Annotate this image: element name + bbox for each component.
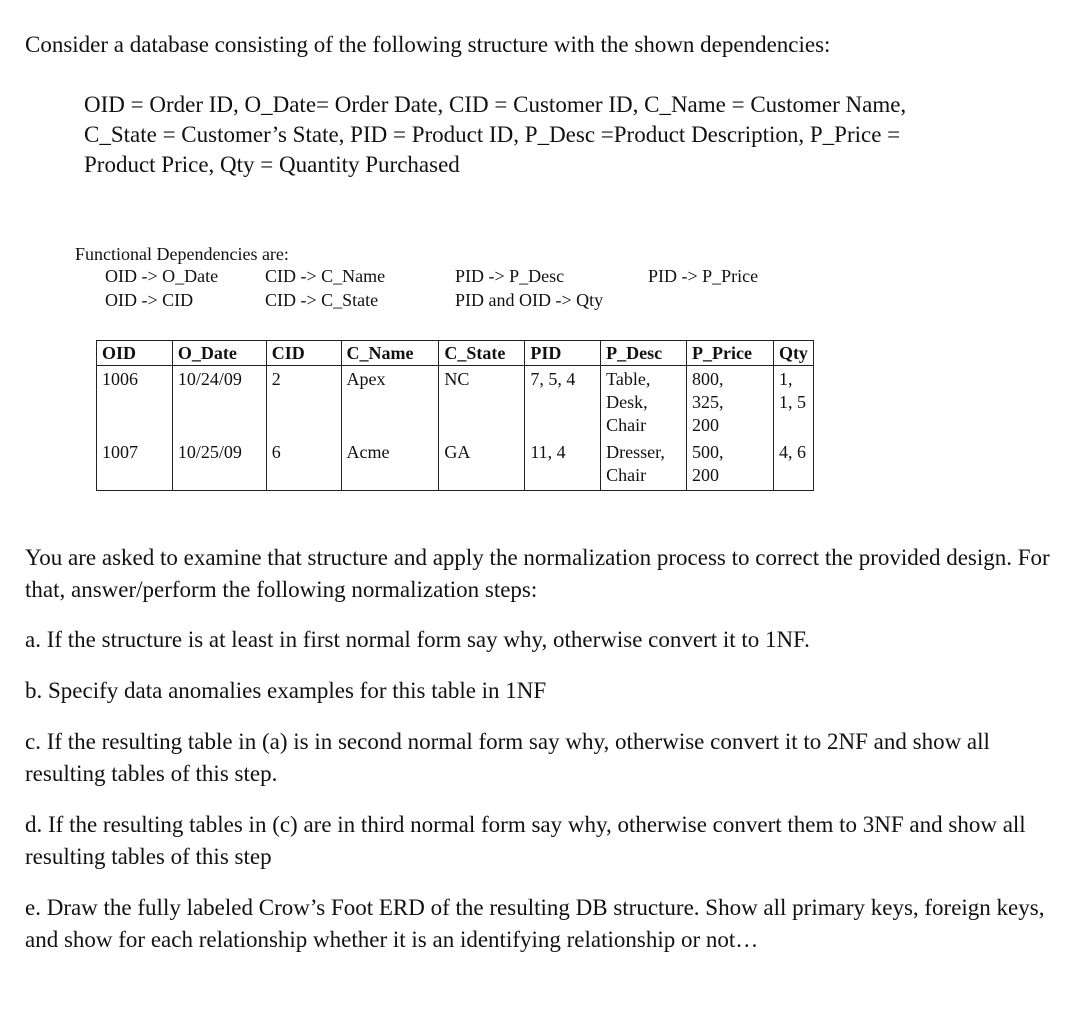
cell-c-name: Acme <box>341 439 439 490</box>
cell-p-desc: Table, Desk, Chair <box>601 365 687 439</box>
col-header-p-desc: P_Desc <box>601 341 687 366</box>
cell-oid: 1006 <box>97 365 173 439</box>
fd-cid-cname: CID -> C_Name <box>265 266 386 286</box>
col-header-c-state: C_State <box>439 341 525 366</box>
cell-p-desc: Dresser, Chair <box>601 439 687 490</box>
cell-qty: 1, 1, 5 <box>773 365 813 439</box>
definition-line-2: C_State = Customer’s State, PID = Product ID, P_Desc =Product Description, P_Price = <box>84 122 901 147</box>
col-header-c-name: C_Name <box>341 341 439 366</box>
col-header-p-price: P_Price <box>687 341 774 366</box>
definition-line-1: OID = Order ID, O_Date= Order Date, CID = Customer ID, C_Name = Customer Name, <box>84 92 907 117</box>
col-header-o-date: O_Date <box>172 341 266 366</box>
step-a: a. If the structure is at least in first normal form say why, otherwise convert it to 1NF. <box>25 627 810 652</box>
table-header-row <box>97 341 814 366</box>
cell-pid: 7, 5, 4 <box>525 365 601 439</box>
step-b: b. Specify data anomalies examples for this table in 1NF <box>25 678 547 703</box>
cell-p-price: 500, 200 <box>687 439 774 490</box>
fd-heading: Functional Dependencies are: <box>75 244 289 264</box>
cell-qty: 4, 6 <box>773 439 813 490</box>
cell-cid: 2 <box>266 365 341 439</box>
col-header-pid: PID <box>525 341 601 366</box>
fd-pid-oid-qty: PID and OID -> Qty <box>455 290 604 310</box>
step-e: e. Draw the fully labeled Crow’s Foot ERD of the resulting DB structure. Show all primary keys, foreign keys, and show for each relationship whether it is an identifying relationship or not… <box>25 895 1045 952</box>
fd-oid-odate: OID -> O_Date <box>105 266 219 286</box>
cell-oid: 1007 <box>97 439 173 490</box>
step-d: d. If the resulting tables in (c) are in third normal form say why, otherwise convert them to 3NF and show all resulting tables of this step <box>25 812 1026 869</box>
table-row <box>97 365 814 439</box>
cell-c-state: GA <box>439 439 525 490</box>
col-header-cid: CID <box>266 341 341 366</box>
cell-o-date: 10/24/09 <box>172 365 266 439</box>
cell-c-name: Apex <box>341 365 439 439</box>
fd-pid-pdesc: PID -> P_Desc <box>455 266 565 286</box>
cell-o-date: 10/25/09 <box>172 439 266 490</box>
cell-p-price: 800, 325, 200 <box>687 365 774 439</box>
table-row <box>97 439 814 490</box>
col-header-oid: OID <box>97 341 173 366</box>
cell-pid: 11, 4 <box>525 439 601 490</box>
definition-line-3: Product Price, Qty = Quantity Purchased <box>84 152 460 177</box>
step-c: c. If the resulting table in (a) is in second normal form say why, otherwise convert it to 2NF and show all resulting tables of this step. <box>25 729 990 786</box>
fd-pid-pprice: PID -> P_Price <box>648 266 759 286</box>
fd-cid-cstate: CID -> C_State <box>265 290 379 310</box>
intro-text: Consider a database consisting of the following structure with the shown dependencies: <box>25 32 831 57</box>
cell-cid: 6 <box>266 439 341 490</box>
cell-c-state: NC <box>439 365 525 439</box>
order-table <box>96 340 814 491</box>
col-header-qty: Qty <box>773 341 813 366</box>
task-prompt: You are asked to examine that structure and apply the normalization process to correct the provided design. For that, answer/perform the following normalization steps: <box>25 545 1050 602</box>
fd-oid-cid: OID -> CID <box>105 290 194 310</box>
